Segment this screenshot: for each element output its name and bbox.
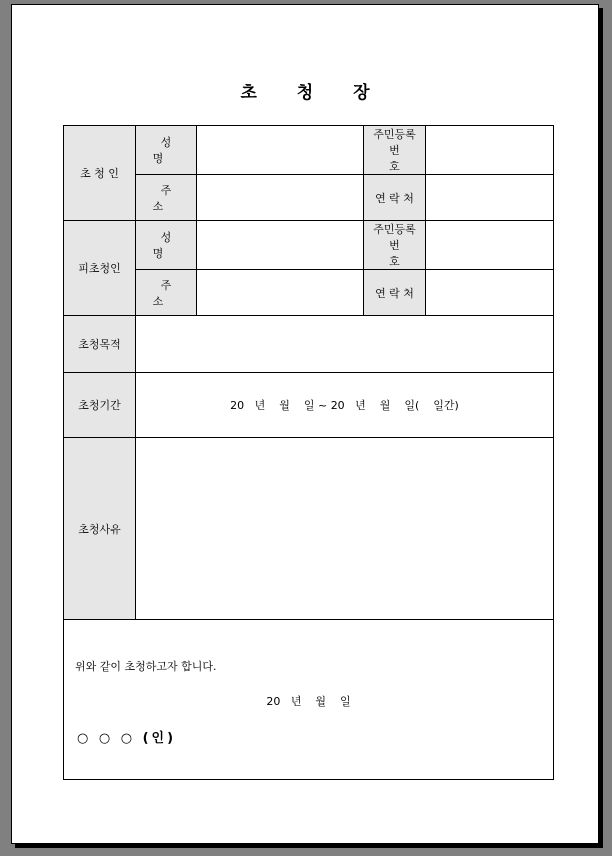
page-shadow-bottom bbox=[15, 844, 603, 848]
purpose-label: 초청목적 bbox=[64, 316, 136, 373]
invitee-name-label: 성 명 bbox=[136, 221, 197, 270]
signature-block bbox=[64, 620, 554, 780]
purpose-field[interactable] bbox=[136, 316, 554, 373]
invitee-contact-field[interactable] bbox=[426, 270, 554, 316]
signature-line: ○ ○ ○ (인) bbox=[77, 731, 177, 746]
inviter-address-label: 주 소 bbox=[136, 175, 197, 221]
reason-label: 초청사유 bbox=[64, 438, 136, 620]
inviter-name-field[interactable] bbox=[197, 126, 364, 175]
period-field[interactable]: 20 년 월 일 ~ 20 년 월 일( 일간) bbox=[136, 373, 554, 438]
period-label: 초청기간 bbox=[64, 373, 136, 438]
inviter-address-field[interactable] bbox=[197, 175, 364, 221]
document-page bbox=[11, 4, 599, 844]
invitee-contact-label: 연 락 처 bbox=[364, 270, 426, 316]
inviter-id-field[interactable] bbox=[426, 126, 554, 175]
invitee-id-label: 주민등록 번 호 bbox=[364, 221, 426, 270]
inviter-contact-label: 연 락 처 bbox=[364, 175, 426, 221]
inviter-section-label: 초 청 인 bbox=[64, 126, 136, 221]
inviter-contact-field[interactable] bbox=[426, 175, 554, 221]
reason-field[interactable] bbox=[136, 438, 554, 620]
invitee-name-field[interactable] bbox=[197, 221, 364, 270]
invitation-form-table bbox=[63, 125, 554, 780]
date-line: 20 년 월 일 bbox=[266, 695, 351, 708]
document-title: 초 청 장 bbox=[240, 83, 387, 103]
statement-text: 위와 같이 초청하고자 합니다. bbox=[75, 660, 217, 673]
page-shadow-right bbox=[599, 8, 603, 848]
inviter-name-label: 성 명 bbox=[136, 126, 197, 175]
invitee-address-label: 주 소 bbox=[136, 270, 197, 316]
invitee-section-label: 피초청인 bbox=[64, 221, 136, 316]
inviter-id-label: 주민등록 번 호 bbox=[364, 126, 426, 175]
invitee-id-field[interactable] bbox=[426, 221, 554, 270]
invitee-address-field[interactable] bbox=[197, 270, 364, 316]
